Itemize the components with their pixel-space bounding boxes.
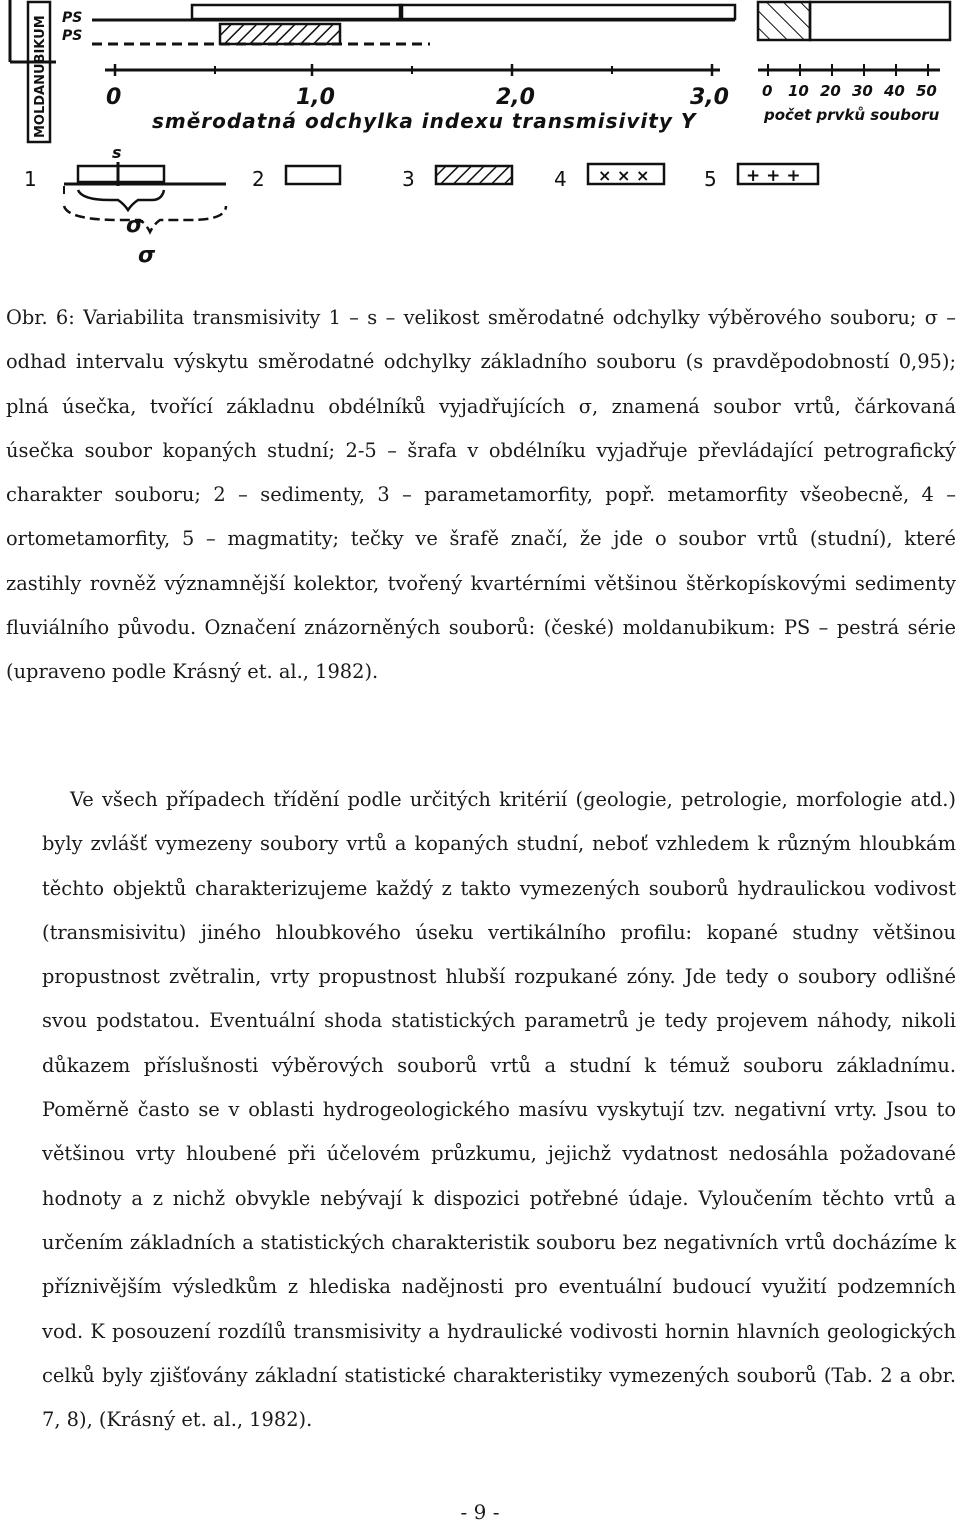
ps-label-1: PS: [62, 10, 83, 26]
legend-number-1: 1: [24, 167, 37, 191]
count-tick-0: 0: [762, 82, 773, 100]
count-tick-4: 40: [884, 82, 905, 100]
legend-pattern-4: × × ×: [598, 166, 650, 185]
side-label: MOLDANUBIKUM: [33, 15, 48, 138]
legend-item-5: [704, 164, 818, 191]
count-tick-2: 20: [820, 82, 841, 100]
x-axis: [105, 64, 729, 133]
legend-item-2: [252, 166, 340, 191]
legend-sigma-2: σ: [138, 243, 156, 268]
count-axis: [758, 2, 950, 124]
legend-number-2: 2: [252, 167, 265, 191]
x-tick-0: 0: [106, 85, 122, 110]
x-axis-label: směrodatná odchylka indexu transmisivity Y: [152, 109, 697, 133]
count-axis-label: počet prvků souboru: [764, 106, 940, 124]
legend-sigma-1: σ: [126, 213, 144, 238]
ps-label-2: PS: [62, 28, 83, 44]
body-paragraph: [42, 778, 956, 1442]
caption-text: Variabilita transmisivity 1 – s – velikost směrodatné odchylky výběrového souboru; σ – odhad intervalu výskytu směrodatné odchylky základního souboru (s pravděpodobností 0,95); plná úsečka, tvořící základnu obdélníků vyjadřujících σ, znamená soubor vrtů, čárkovaná úsečka soubor kopaných studní; 2-5 – šrafa v obdélníku vyjadřuje převládající petrografický charakter souboru; 2 – sedimenty, 3 – parametamorfity, popř. metamorfity všeobecně, 4 – ortometamorfity, 5 – magmatity; tečky ve šrafě značí, že jde o soubor vrtů (studní), které zastihly rovněž významnější kolektor, tvořený kvartérními většinou štěrkopískovými sedimenty fluviálního původu. Označení znázorněných souborů: (české) moldanubikum: PS – pestrá série (upraveno podle Krásný et. al., 1982).: [6, 306, 956, 684]
body-paragraph-text: Ve všech případech třídění podle určitých kritérií (geologie, petrologie, morfologie atd.) byly zvlášť vymezeny soubory vrtů a kopaných studní, neboť vzhledem k různým hloubkám těchto objektů charakterizujeme každý z takto vymezených souborů hydraulickou vodivost (transmisivitu) jiného hloubkového úseku vertikálního profilu: kopané studny většinou propustnost zvětralin, vrty propustnost hlubší rozpukané zóny. Jde tedy o soubory odlišné svou podstatou. Eventuální shoda statistických parametrů je tedy projevem náhody, nikoli důkazem příslušnosti výběrových souborů vrtů a studní k témuž souboru základnímu. Poměrně často se v oblasti hydrogeologického masívu vyskytují tzv. negativní vrty. Jsou to většinou vrty hloubené při účelovém průzkumu, jejichž vydatnost nedosáhla požadované hodnoty a z nichž obvykle nebývají k dispozici potřebné údaje. Vyloučením těchto vrtů a určením základních a statistických charakteristik souboru bez negativních vrtů docházíme k příznivějším výsledkům z hlediska nadějnosti pro eventuální budoucí využití podzemních vod. K posouzení rozdílů transmisivity a hydraulické vodivosti hornin hlavních geologických celků byly zjišťovány základní statistické charakteristiky vymezených souborů (Tab. 2 a obr. 7, 8), (Krásný et. al., 1982).: [42, 788, 956, 1432]
count-tick-5: 50: [916, 82, 937, 100]
count-tick-3: 30: [852, 82, 873, 100]
legend-item-1: [24, 143, 226, 268]
legend-s-label: s: [112, 143, 122, 162]
legend-figure: [0, 0, 960, 290]
count-tick-1: 10: [788, 82, 809, 100]
legend-item-3: [402, 166, 512, 191]
moldanubikum-box: [28, 2, 50, 142]
legend-number-3: 3: [402, 167, 415, 191]
x-tick-2: 2,0: [496, 85, 535, 110]
legend-pattern-5: + + +: [746, 166, 801, 186]
page-number: - 9 -: [460, 1500, 500, 1524]
legend-number-4: 4: [554, 167, 567, 191]
x-tick-3: 3,0: [690, 85, 729, 110]
ps-bars: [92, 5, 735, 44]
figure-caption: [6, 296, 956, 695]
caption-prefix: Obr. 6:: [6, 306, 75, 329]
legend-item-4: [554, 164, 664, 191]
x-tick-1: 1,0: [296, 85, 335, 110]
body-text: [42, 778, 956, 1442]
legend-number-5: 5: [704, 167, 717, 191]
